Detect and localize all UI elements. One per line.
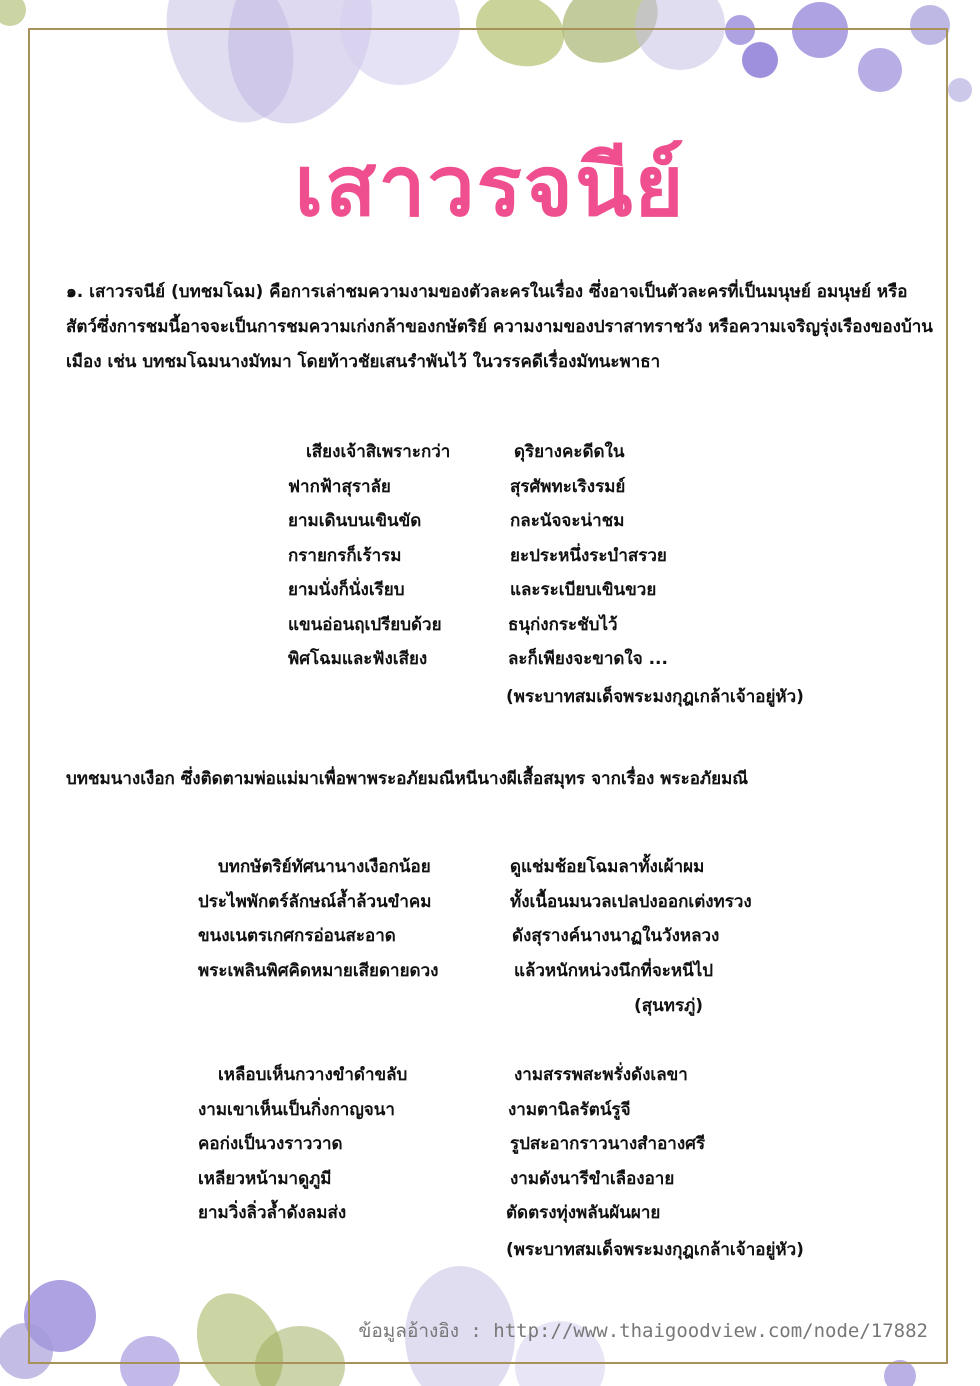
verse-first-half: เสียงเจ้าสิเพราะกว่า bbox=[306, 442, 451, 462]
page-title: เสาวรจนีย์ bbox=[294, 141, 686, 234]
verse-first-half: ประไพพักตร์ลักษณ์ล้ำล้วนขำคม bbox=[198, 891, 432, 912]
verse-second-half: งามสรรพสะพรั่งดังเลขา bbox=[514, 1065, 688, 1085]
verse-first-half: คอก่งเป็นวงราววาด bbox=[198, 1134, 343, 1154]
verse-second-half: ธนุก่งกระชับไว้ bbox=[508, 614, 618, 635]
verse-first-half: ยามเดินบนเขินขัด bbox=[288, 511, 422, 531]
verse-second-half: ละก็เพียงจะขาดใจ ... bbox=[508, 649, 668, 669]
verse-first-half: บทกษัตริย์ทัศนานางเงือกน้อย bbox=[218, 857, 431, 877]
verse-first-half: เหลียวหน้ามาดูภูมี bbox=[198, 1168, 332, 1189]
verse-second-half: งามดังนารีขำเลืองอาย bbox=[510, 1168, 675, 1189]
verse-second-half: และระเบียบเขินขวย bbox=[510, 580, 657, 600]
intro-paragraph: ๑. เสาวรจนีย์ (บทชมโฉม) คือการเล่าชมความงามของตัวละครในเรื่อง ซึ่งอาจเป็นตัวละครที่เป็นมนุษย์ อมนุษย์ หรือสัตว์ซึ่งการชมนี้อาจจะเป็นการชมความเก่งกล้าของกษัตริย์ ความงามของปราสาทราชวัง หรือความเจริญรุ่งเรืองของบ้านเมือง เช่น บทชมโฉมนางมัทมา โดยท้าวชัยเสนรำพันไว้ ในวรรคดีเรื่องมัทนะพาธา bbox=[66, 282, 933, 372]
verse-second-half: ทั้งเนื้อนมนวลเปลปงออกเต่งทรวง bbox=[510, 891, 752, 912]
verse-second-half: งามตานิลรัตน์รูจี bbox=[508, 1099, 631, 1120]
verse-first-half: เหลือบเห็นกวางขำดำขลับ bbox=[218, 1065, 408, 1085]
verse-second-half: ตัดตรงทุ่งพลันผันผาย bbox=[506, 1203, 661, 1223]
verse-second-half: สุรศัพทะเริงรมย์ bbox=[510, 476, 626, 497]
verse-first-half: งามเขาเห็นเป็นกิ่งกาญจนา bbox=[198, 1099, 395, 1120]
verse-first-half: พระเพลินพิศคิดหมายเสียดายดวง bbox=[198, 960, 439, 981]
verse-first-half: ขนงเนตรเกศกรอ่อนสะอาด bbox=[198, 926, 396, 946]
verse-first-half: ยามนั่งก็นั่งเรียบ bbox=[288, 580, 405, 600]
verse-first-half: กรายกรก็เร้ารม bbox=[288, 545, 402, 566]
poem-2-credit: (สุนทรภู่) bbox=[634, 996, 704, 1016]
poem-3-credit: (พระบาทสมเด็จพระมงกุฎเกล้าเจ้าอยู่หัว) bbox=[506, 1240, 804, 1260]
verse-first-half: พิศโฉมและฟังเสียง bbox=[288, 649, 428, 669]
verse-first-half: ยามวิ่งลิ่วล้ำดังลมส่ง bbox=[198, 1203, 347, 1223]
poem-1-credit: (พระบาทสมเด็จพระมงกุฎเกล้าเจ้าอยู่หัว) bbox=[506, 687, 804, 707]
verse-second-half: ยะประหนึ่งระบำสรวย bbox=[510, 545, 667, 566]
verse-first-half: ฟากฟ้าสุราลัย bbox=[288, 476, 391, 497]
verse-second-half: กละนัจจะน่าชม bbox=[510, 511, 625, 531]
verse-second-half: ดังสุรางค์นางนาฏในวังหลวง bbox=[512, 926, 720, 946]
verse-second-half: ดูแช่มช้อยโฉมลาทั้งเผ้าผม bbox=[510, 857, 705, 877]
reference-link[interactable]: ข้อมูลอ้างอิง : http://www.thaigoodview.com/node/17882 bbox=[358, 1320, 928, 1342]
verse-second-half: แล้วหนักหน่วงนึกที่จะหนีไป bbox=[514, 960, 714, 981]
mid-paragraph: บทชมนางเงือก ซึ่งติดตามพ่อแม่มาเพื่อพาพระอภัยมณีหนีนางผีเสื้อสมุทร จากเรื่อง พระอภัยมณี bbox=[66, 769, 749, 789]
verse-second-half: ดุริยางคะดีดใน bbox=[514, 442, 625, 462]
verse-first-half: แขนอ่อนฤเปรียบด้วย bbox=[288, 614, 442, 635]
verse-second-half: รูปสะอากราวนางสำอางศรี bbox=[510, 1134, 706, 1154]
